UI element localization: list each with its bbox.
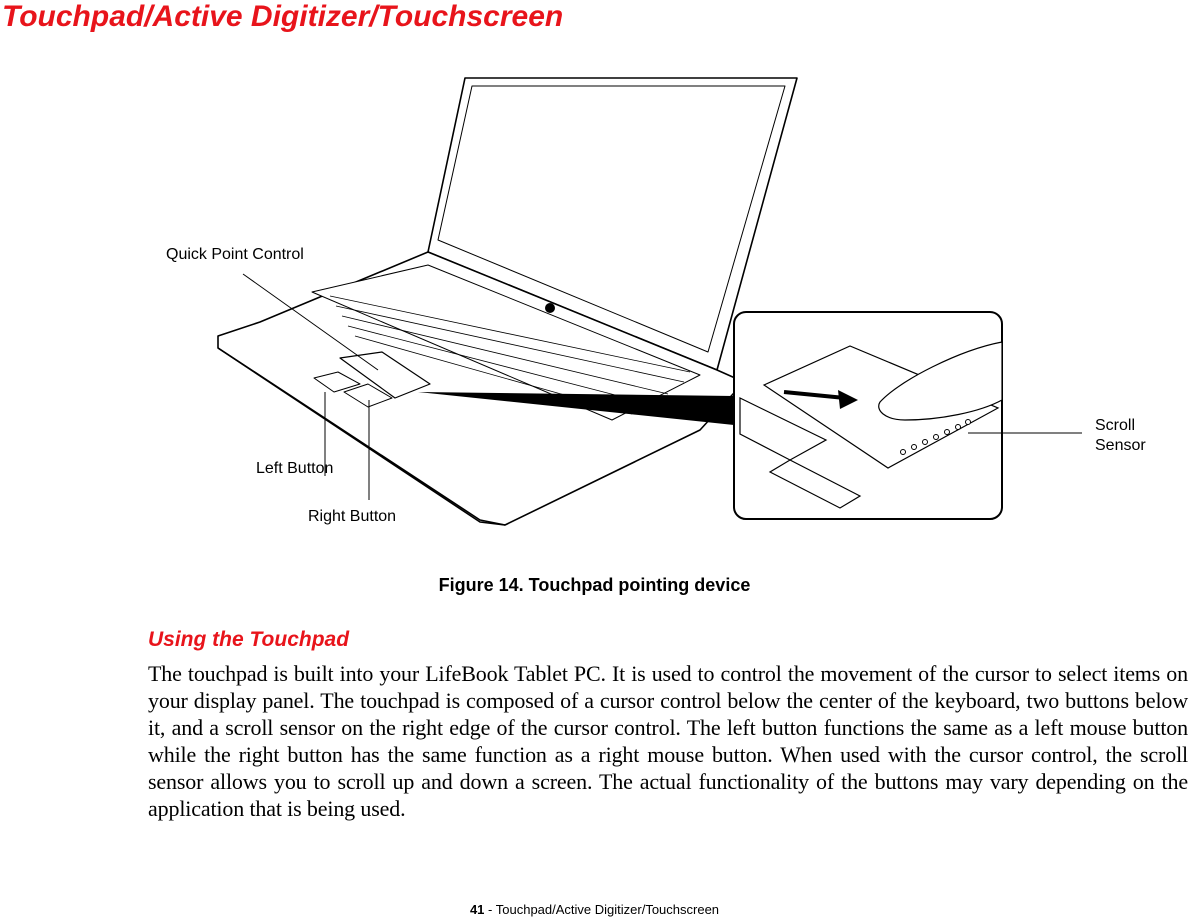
page-title: Touchpad/Active Digitizer/Touchscreen [2,0,564,33]
callout-quick-point-control: Quick Point Control [166,246,304,263]
section-heading: Using the Touchpad [148,628,350,651]
body-paragraph: The touchpad is built into your LifeBook Tablet PC. It is used to control the movement of the cursor to select items on your display panel. The touchpad is composed of a cursor control below the center of the keyboard, two buttons below it, and a scroll sensor on the right edge of the cursor control. The left button functions the same as a left mouse button while the right button has the same function as a right mouse button. When used with the cursor control, the scroll sensor allows you to scroll up and down a screen. The actual functionality of the buttons may vary depending on the application that is being used. [148,661,1188,821]
callout-right-button: Right Button [308,508,397,525]
figure-caption: Figure 14. Touchpad pointing device [438,575,751,595]
touchpad-figure [160,75,1189,535]
quick-point-icon [545,303,555,313]
footer-text: Touchpad/Active Digitizer/Touchscreen [495,902,720,917]
page-footer [0,902,1189,918]
callout-scroll-line1: Scroll [1095,417,1136,434]
callout-scroll-line2: Sensor [1095,437,1146,454]
footer-separator: - [484,902,496,917]
page-number: 41 [469,902,485,917]
callout-left-button: Left Button [256,460,334,477]
